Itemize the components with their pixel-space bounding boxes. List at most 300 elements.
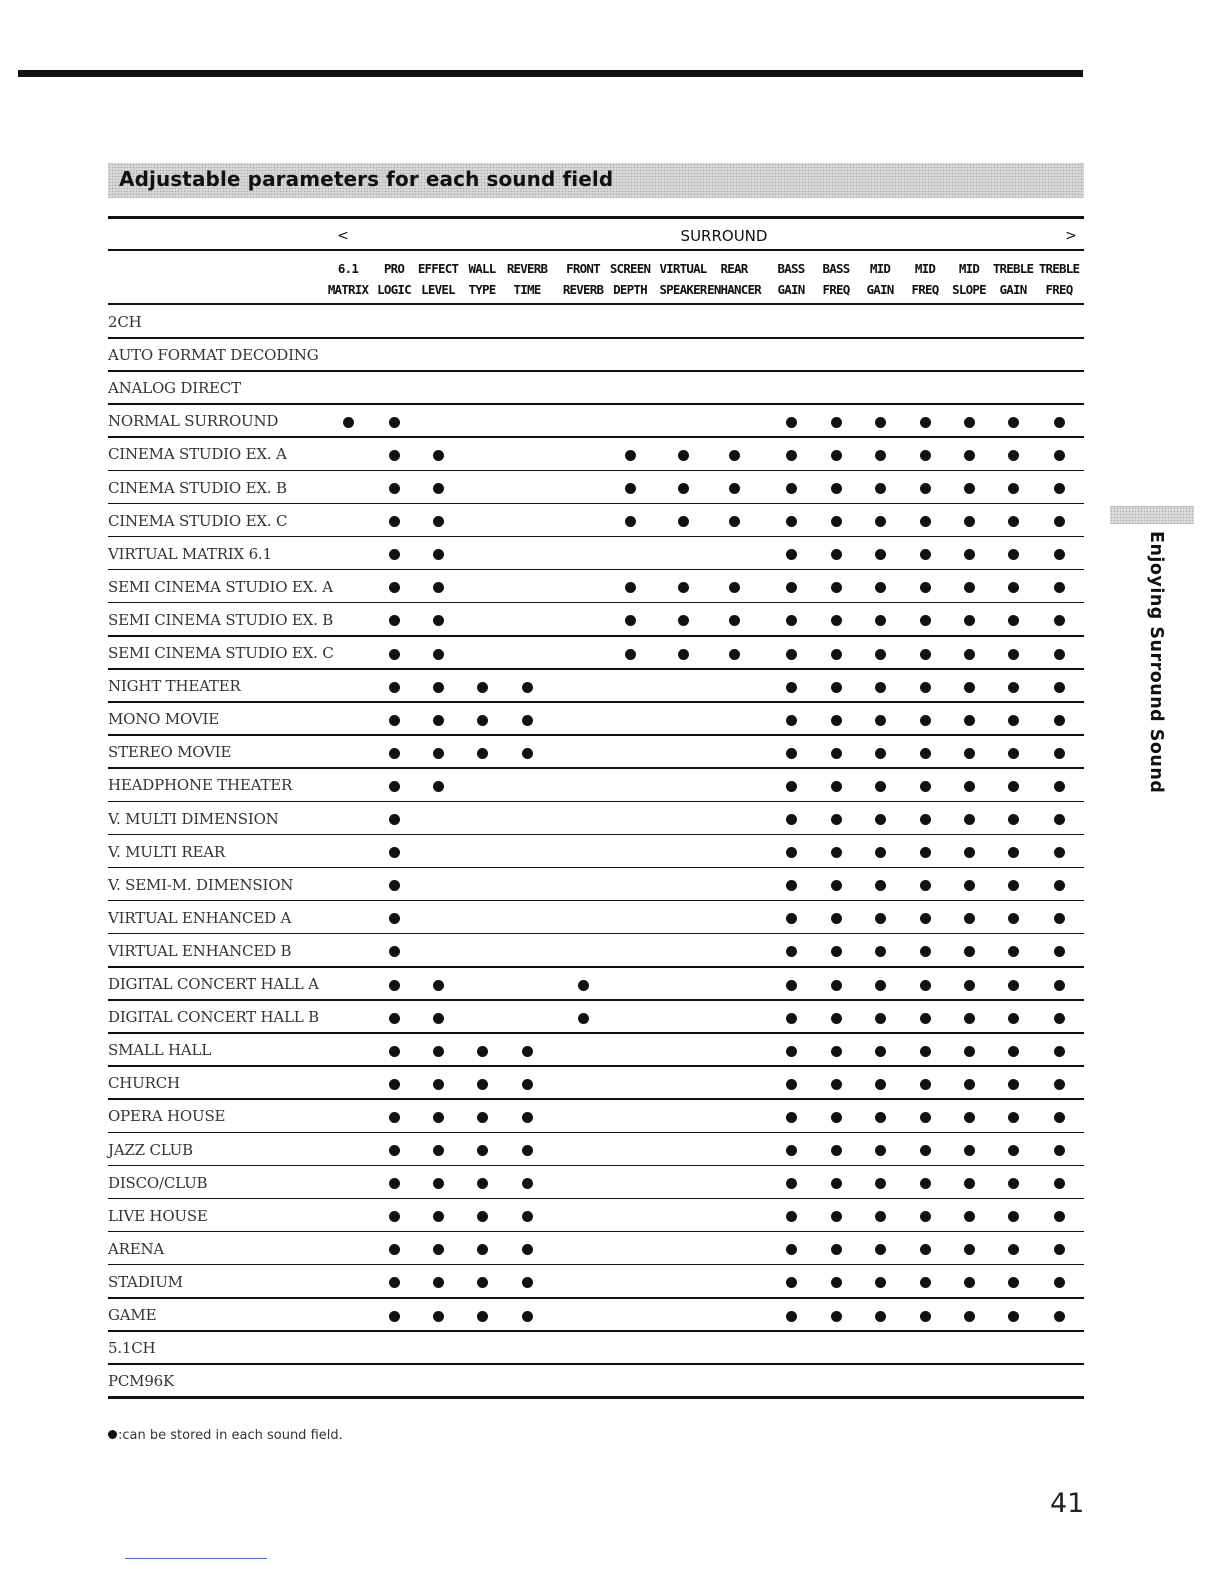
table-row — [108, 868, 1084, 901]
storable-dot-icon — [964, 814, 975, 825]
storable-dot-icon — [678, 582, 689, 593]
storable-dot-icon — [920, 814, 931, 825]
storable-dot-icon — [1008, 1145, 1019, 1156]
column-header-5-line2: REVERB — [562, 282, 604, 297]
storable-dot-icon — [964, 715, 975, 726]
storable-dot-icon — [1054, 1046, 1065, 1057]
storable-dot-icon — [875, 946, 886, 957]
column-header-12-line1: MID — [914, 261, 936, 276]
storable-dot-icon — [1054, 814, 1065, 825]
storable-dot-icon — [729, 615, 740, 626]
column-header-13-line1: MID — [958, 261, 980, 276]
storable-dot-icon — [831, 1079, 842, 1090]
storable-dot-icon — [1054, 1178, 1065, 1189]
storable-dot-icon — [389, 1211, 400, 1222]
storable-dot-icon — [433, 1178, 444, 1189]
storable-dot-icon — [578, 1013, 589, 1024]
table-row — [108, 471, 1084, 504]
storable-dot-icon — [920, 1211, 931, 1222]
column-header-7-line1: VIRTUAL — [659, 261, 707, 276]
storable-dot-icon — [786, 1211, 797, 1222]
storable-dot-icon — [964, 417, 975, 428]
storable-dot-icon — [1054, 1211, 1065, 1222]
storable-dot-icon — [786, 450, 797, 461]
table-row — [108, 1232, 1084, 1265]
table-row — [108, 702, 1084, 735]
bottom-link-underline — [125, 1558, 267, 1559]
storable-dot-icon — [1008, 946, 1019, 957]
storable-dot-icon — [786, 814, 797, 825]
row-label: DIGITAL CONCERT HALL A — [108, 975, 319, 993]
row-label: V. SEMI-M. DIMENSION — [108, 875, 294, 894]
storable-dot-icon — [920, 483, 931, 494]
column-header-0-line2: MATRIX — [327, 282, 369, 297]
row-label: NIGHT THEATER — [108, 677, 241, 696]
table-row — [108, 901, 1084, 934]
storable-dot-icon — [1008, 847, 1019, 858]
storable-dot-icon — [433, 1277, 444, 1288]
storable-dot-icon — [964, 1079, 975, 1090]
storable-dot-icon — [1008, 417, 1019, 428]
table-row — [108, 669, 1084, 702]
storable-dot-icon — [625, 649, 636, 660]
table-row — [108, 437, 1084, 470]
storable-dot-icon — [831, 1013, 842, 1024]
storable-dot-icon — [1008, 1046, 1019, 1057]
storable-dot-icon — [522, 1178, 533, 1189]
storable-dot-icon — [786, 582, 797, 593]
storable-dot-icon — [1054, 582, 1065, 593]
storable-dot-icon — [578, 980, 589, 991]
storable-dot-icon — [964, 615, 975, 626]
storable-dot-icon — [1008, 880, 1019, 891]
storable-dot-icon — [875, 483, 886, 494]
storable-dot-icon — [1008, 1112, 1019, 1123]
storable-dot-icon — [1054, 1145, 1065, 1156]
storable-dot-icon — [920, 748, 931, 759]
storable-dot-icon — [433, 781, 444, 792]
storable-dot-icon — [875, 1211, 886, 1222]
storable-dot-icon — [920, 1178, 931, 1189]
storable-dot-icon — [729, 450, 740, 461]
storable-dot-icon — [831, 1211, 842, 1222]
storable-dot-icon — [678, 516, 689, 527]
storable-dot-icon — [831, 682, 842, 693]
storable-dot-icon — [477, 1046, 488, 1057]
storable-dot-icon — [831, 946, 842, 957]
storable-dot-icon — [875, 1145, 886, 1156]
table-row — [108, 768, 1084, 801]
row-label: SEMI CINEMA STUDIO EX. B — [108, 610, 334, 629]
storable-dot-icon — [433, 980, 444, 991]
storable-dot-icon — [964, 649, 975, 660]
row-label: CINEMA STUDIO EX. A — [108, 445, 287, 464]
storable-dot-icon — [1054, 1013, 1065, 1024]
storable-dot-icon — [875, 1244, 886, 1255]
storable-dot-icon — [389, 980, 400, 991]
storable-dot-icon — [786, 946, 797, 957]
storable-dot-icon — [389, 682, 400, 693]
storable-dot-icon — [920, 417, 931, 428]
storable-dot-icon — [1008, 913, 1019, 924]
storable-dot-icon — [1008, 1178, 1019, 1189]
storable-dot-icon — [1054, 1311, 1065, 1322]
storable-dot-icon — [678, 615, 689, 626]
storable-dot-icon — [964, 1145, 975, 1156]
table-row — [108, 305, 1084, 338]
storable-dot-icon — [920, 847, 931, 858]
storable-dot-icon — [477, 1112, 488, 1123]
column-header-0-line1: 6.1 — [337, 261, 359, 276]
storable-dot-icon — [477, 1311, 488, 1322]
storable-dot-icon — [964, 1112, 975, 1123]
storable-dot-icon — [786, 483, 797, 494]
table-row — [108, 1000, 1084, 1033]
storable-dot-icon — [786, 1244, 797, 1255]
storable-dot-icon — [964, 880, 975, 891]
row-label: CINEMA STUDIO EX. B — [108, 478, 287, 497]
storable-dot-icon — [1054, 781, 1065, 792]
storable-dot-icon — [433, 715, 444, 726]
storable-dot-icon — [389, 913, 400, 924]
storable-dot-icon — [1008, 582, 1019, 593]
section-title: Adjustable parameters for each sound field — [119, 167, 614, 191]
storable-dot-icon — [875, 781, 886, 792]
storable-dot-icon — [625, 450, 636, 461]
table-row — [108, 371, 1084, 404]
storable-dot-icon — [477, 1145, 488, 1156]
storable-dot-icon — [678, 483, 689, 494]
storable-dot-icon — [786, 1046, 797, 1057]
storable-dot-icon — [389, 1178, 400, 1189]
storable-dot-icon — [875, 450, 886, 461]
storable-dot-icon — [831, 1046, 842, 1057]
storable-dot-icon — [964, 847, 975, 858]
storable-dot-icon — [964, 781, 975, 792]
storable-dot-icon — [920, 1145, 931, 1156]
storable-dot-icon — [522, 1079, 533, 1090]
storable-dot-icon — [477, 1277, 488, 1288]
table-row — [108, 934, 1084, 967]
storable-dot-icon — [1054, 715, 1065, 726]
table-row — [108, 1033, 1084, 1066]
storable-dot-icon — [786, 781, 797, 792]
storable-dot-icon — [433, 1145, 444, 1156]
storable-dot-icon — [964, 980, 975, 991]
row-label: VIRTUAL ENHANCED B — [108, 941, 292, 960]
storable-dot-icon — [477, 715, 488, 726]
storable-dot-icon — [522, 1211, 533, 1222]
storable-dot-icon — [433, 1013, 444, 1024]
row-label: LIVE HOUSE — [108, 1206, 208, 1225]
storable-dot-icon — [1008, 814, 1019, 825]
storable-dot-icon — [964, 450, 975, 461]
storable-dot-icon — [522, 1311, 533, 1322]
row-label: JAZZ CLUB — [108, 1140, 193, 1159]
storable-dot-icon — [875, 1311, 886, 1322]
table-row — [108, 1133, 1084, 1166]
column-header-11-line1: MID — [869, 261, 891, 276]
storable-dot-icon — [831, 549, 842, 560]
storable-dot-icon — [964, 549, 975, 560]
row-label: DISCO/CLUB — [108, 1173, 208, 1192]
surround-arrow-right: > — [1065, 228, 1077, 244]
storable-dot-icon — [875, 913, 886, 924]
storable-dot-icon — [389, 1112, 400, 1123]
storable-dot-icon — [786, 880, 797, 891]
storable-dot-icon — [1008, 980, 1019, 991]
storable-dot-icon — [522, 1277, 533, 1288]
storable-dot-icon — [920, 1244, 931, 1255]
storable-dot-icon — [389, 615, 400, 626]
storable-dot-icon — [964, 1013, 975, 1024]
storable-dot-icon — [964, 483, 975, 494]
storable-dot-icon — [831, 483, 842, 494]
column-header-5-line1: FRONT — [566, 261, 600, 276]
storable-dot-icon — [1008, 649, 1019, 660]
storable-dot-icon — [729, 582, 740, 593]
storable-dot-icon — [389, 781, 400, 792]
storable-dot-icon — [875, 980, 886, 991]
storable-dot-icon — [831, 1244, 842, 1255]
row-label: STEREO MOVIE — [108, 743, 232, 762]
storable-dot-icon — [831, 615, 842, 626]
storable-dot-icon — [625, 582, 636, 593]
storable-dot-icon — [786, 649, 797, 660]
table-row — [108, 603, 1084, 636]
storable-dot-icon — [920, 946, 931, 957]
storable-dot-icon — [831, 748, 842, 759]
storable-dot-icon — [477, 682, 488, 693]
column-header-8-line2: ENHANCER — [707, 282, 761, 297]
row-label: VIRTUAL ENHANCED A — [108, 908, 292, 927]
storable-dot-icon — [389, 946, 400, 957]
storable-dot-icon — [433, 582, 444, 593]
storable-dot-icon — [389, 1311, 400, 1322]
storable-dot-icon — [786, 715, 797, 726]
storable-dot-icon — [1054, 615, 1065, 626]
storable-dot-icon — [1054, 1244, 1065, 1255]
storable-dot-icon — [920, 1079, 931, 1090]
surround-group-label: SURROUND — [680, 227, 768, 245]
storable-dot-icon — [920, 549, 931, 560]
storable-dot-icon — [389, 582, 400, 593]
storable-dot-icon — [389, 417, 400, 428]
storable-dot-icon — [875, 814, 886, 825]
storable-dot-icon — [389, 847, 400, 858]
storable-dot-icon — [678, 649, 689, 660]
storable-dot-icon — [920, 682, 931, 693]
footnote-text: :can be stored in each sound field. — [118, 1428, 343, 1443]
storable-dot-icon — [875, 1277, 886, 1288]
storable-dot-icon — [875, 1079, 886, 1090]
storable-dot-icon — [920, 1277, 931, 1288]
storable-dot-icon — [389, 450, 400, 461]
column-header-9-line1: BASS — [777, 261, 805, 276]
storable-dot-icon — [1054, 980, 1065, 991]
storable-dot-icon — [786, 1311, 797, 1322]
storable-dot-icon — [964, 748, 975, 759]
storable-dot-icon — [1008, 1211, 1019, 1222]
table-row — [108, 1099, 1084, 1132]
storable-dot-icon — [433, 1211, 444, 1222]
storable-dot-icon — [729, 516, 740, 527]
storable-dot-icon — [964, 516, 975, 527]
storable-dot-icon — [1008, 483, 1019, 494]
storable-dot-icon — [875, 1178, 886, 1189]
storable-dot-icon — [831, 847, 842, 858]
storable-dot-icon — [729, 649, 740, 660]
storable-dot-icon — [477, 1079, 488, 1090]
table-row — [108, 967, 1084, 1000]
storable-dot-icon — [831, 913, 842, 924]
storable-dot-icon — [964, 913, 975, 924]
table-bottom-rule — [108, 1396, 1084, 1399]
table-row — [108, 1066, 1084, 1099]
storable-dot-icon — [1008, 1311, 1019, 1322]
storable-dot-icon — [1054, 880, 1065, 891]
storable-dot-icon — [729, 483, 740, 494]
row-label: SEMI CINEMA STUDIO EX. C — [108, 644, 334, 662]
storable-dot-icon — [831, 1112, 842, 1123]
storable-dot-icon — [433, 682, 444, 693]
storable-dot-icon — [875, 417, 886, 428]
top-rule — [18, 70, 1083, 77]
storable-dot-icon — [786, 549, 797, 560]
table-row — [108, 735, 1084, 768]
storable-dot-icon — [433, 1079, 444, 1090]
storable-dot-icon — [1054, 682, 1065, 693]
row-label: AUTO FORMAT DECODING — [108, 346, 319, 365]
table-row — [108, 1298, 1084, 1331]
storable-dot-icon — [1008, 450, 1019, 461]
table-row — [108, 1331, 1084, 1364]
row-label: OPERA HOUSE — [108, 1107, 226, 1126]
table-row — [108, 835, 1084, 868]
storable-dot-icon — [875, 715, 886, 726]
storable-dot-icon — [786, 1145, 797, 1156]
column-header-6-line2: DEPTH — [613, 282, 647, 297]
storable-dot-icon — [1054, 417, 1065, 428]
storable-dot-icon — [920, 649, 931, 660]
storable-dot-icon — [1008, 516, 1019, 527]
storable-dot-icon — [831, 1145, 842, 1156]
storable-dot-icon — [433, 450, 444, 461]
storable-dot-icon — [920, 1013, 931, 1024]
row-label: 5.1CH — [108, 1339, 156, 1358]
storable-dot-icon — [786, 980, 797, 991]
storable-dot-icon — [522, 715, 533, 726]
storable-dot-icon — [625, 615, 636, 626]
column-header-7-line2: SPEAKER — [659, 282, 707, 297]
column-header-4-line1: REVERB — [506, 261, 548, 276]
storable-dot-icon — [920, 1046, 931, 1057]
storable-dot-icon — [964, 1277, 975, 1288]
storable-dot-icon — [433, 1046, 444, 1057]
storable-dot-icon — [433, 1244, 444, 1255]
storable-dot-icon — [786, 1277, 797, 1288]
column-header-13-line2: SLOPE — [952, 282, 986, 297]
storable-dot-icon — [831, 450, 842, 461]
column-header-6-line1: SCREEN — [609, 261, 651, 276]
header-divider — [108, 249, 1084, 251]
storable-dot-icon — [1054, 1112, 1065, 1123]
storable-dot-icon — [786, 615, 797, 626]
storable-dot-icon — [786, 682, 797, 693]
storable-dot-icon — [1008, 781, 1019, 792]
storable-dot-icon — [522, 1145, 533, 1156]
bullet-dot-icon — [108, 1430, 117, 1439]
column-header-3-line2: TYPE — [468, 282, 496, 297]
storable-dot-icon — [1054, 516, 1065, 527]
storable-dot-icon — [920, 1311, 931, 1322]
row-label: V. MULTI DIMENSION — [108, 809, 279, 828]
row-label: STADIUM — [108, 1272, 183, 1291]
table-row — [108, 1199, 1084, 1232]
storable-dot-icon — [389, 516, 400, 527]
storable-dot-icon — [1054, 748, 1065, 759]
column-header-15-line2: FREQ — [1045, 282, 1073, 297]
column-header-14-line1: TREBLE — [992, 261, 1034, 276]
storable-dot-icon — [389, 549, 400, 560]
table-row — [108, 570, 1084, 603]
table-row — [108, 338, 1084, 371]
storable-dot-icon — [1008, 682, 1019, 693]
storable-dot-icon — [831, 417, 842, 428]
storable-dot-icon — [1008, 549, 1019, 560]
storable-dot-icon — [920, 781, 931, 792]
storable-dot-icon — [389, 483, 400, 494]
row-label: ARENA — [108, 1239, 165, 1258]
storable-dot-icon — [433, 483, 444, 494]
storable-dot-icon — [433, 549, 444, 560]
storable-dot-icon — [831, 980, 842, 991]
column-header-11-line2: GAIN — [866, 282, 894, 297]
row-label: GAME — [108, 1306, 157, 1324]
column-header-4-line2: TIME — [513, 282, 541, 297]
storable-dot-icon — [920, 880, 931, 891]
storable-dot-icon — [875, 615, 886, 626]
row-label: NORMAL SURROUND — [108, 412, 279, 431]
row-label: HEADPHONE THEATER — [108, 776, 293, 795]
storable-dot-icon — [1008, 715, 1019, 726]
storable-dot-icon — [920, 715, 931, 726]
storable-dot-icon — [831, 715, 842, 726]
storable-dot-icon — [389, 1244, 400, 1255]
storable-dot-icon — [875, 748, 886, 759]
storable-dot-icon — [433, 516, 444, 527]
storable-dot-icon — [389, 715, 400, 726]
storable-dot-icon — [433, 649, 444, 660]
storable-dot-icon — [477, 1244, 488, 1255]
row-label: PCM96K — [108, 1372, 175, 1391]
storable-dot-icon — [786, 748, 797, 759]
storable-dot-icon — [343, 417, 354, 428]
column-header-15-line1: TREBLE — [1038, 261, 1080, 276]
column-header-1-line1: PRO — [383, 261, 405, 276]
storable-dot-icon — [1054, 483, 1065, 494]
table-row — [108, 404, 1084, 437]
storable-dot-icon — [786, 516, 797, 527]
storable-dot-icon — [831, 814, 842, 825]
storable-dot-icon — [875, 516, 886, 527]
storable-dot-icon — [389, 1013, 400, 1024]
storable-dot-icon — [433, 748, 444, 759]
storable-dot-icon — [786, 1112, 797, 1123]
storable-dot-icon — [625, 483, 636, 494]
storable-dot-icon — [433, 1311, 444, 1322]
storable-dot-icon — [389, 1145, 400, 1156]
